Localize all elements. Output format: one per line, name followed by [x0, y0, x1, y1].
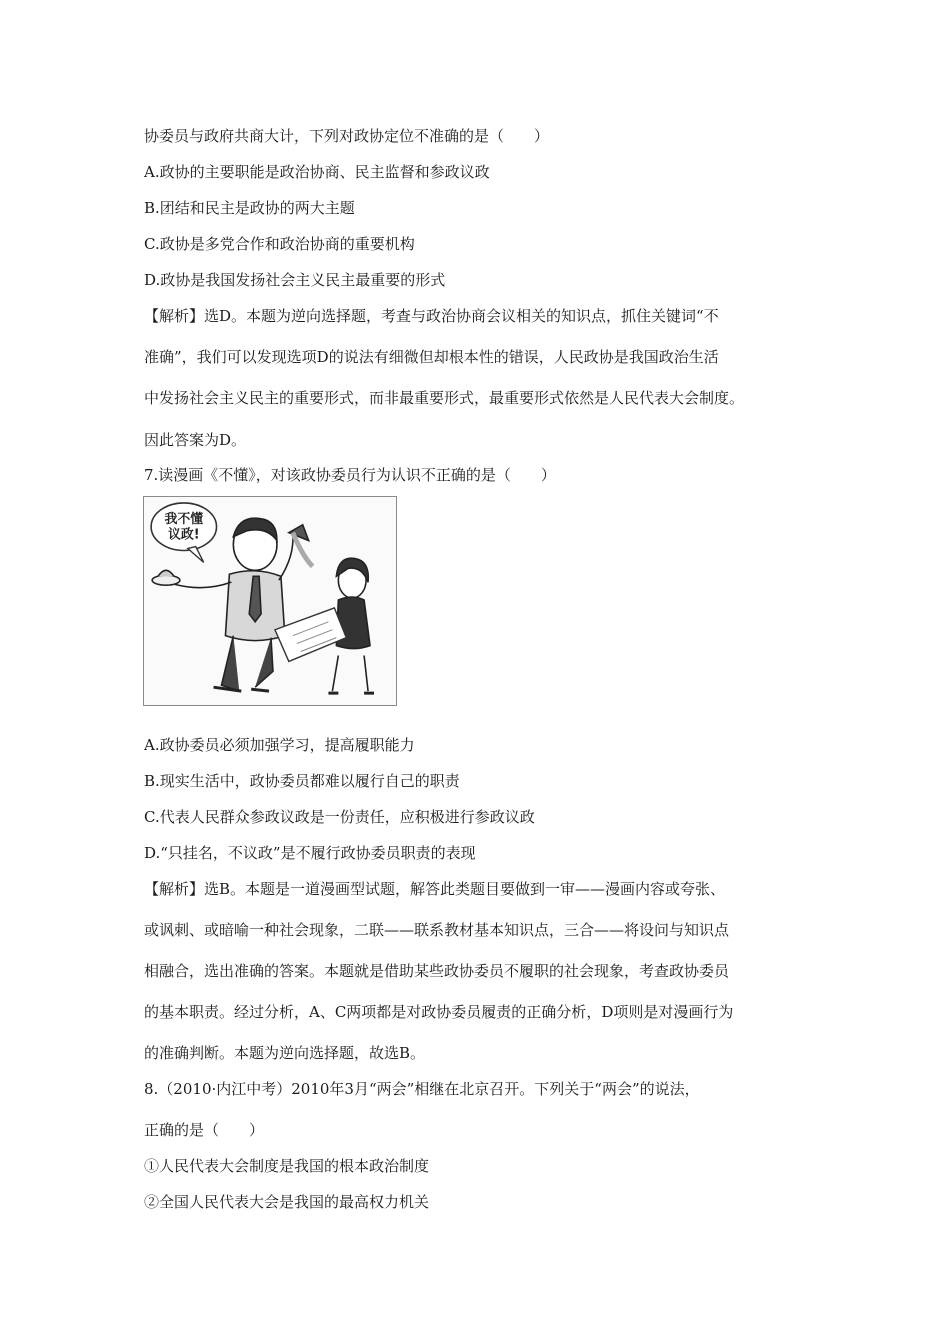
q6-option-b: B.团结和民主是政协的两大主题 — [144, 199, 355, 217]
q7-option-a: A.政协委员必须加强学习，提高履职能力 — [144, 736, 415, 754]
q7-option-c: C.代表人民群众参政议政是一份责任，应积极进行参政议政 — [144, 808, 535, 826]
q6-analysis-line-4: 因此答案为D。 — [144, 431, 247, 449]
q7-option-b: B.现实生活中，政协委员都难以履行自己的职责 — [144, 772, 460, 790]
q7-analysis-line-4: 的基本职责。经过分析，A、C两项都是对政协委员履责的正确分析，D项则是对漫画行为 — [144, 1003, 734, 1021]
bubble-text-2: 议政! — [168, 527, 200, 543]
q7-analysis-line-1: 【解析】选B。本题是一道漫画型试题，解答此类题目要做到一审——漫画内容或夸张、 — [144, 880, 726, 898]
q6-option-d: D.政协是我国发扬社会主义民主最重要的形式 — [144, 271, 446, 289]
q6-option-a: A.政协的主要职能是政治协商、民主监督和参政议政 — [144, 163, 490, 181]
q6-stem: 协委员与政府共商大计，下列对政协定位不准确的是（ ） — [144, 127, 550, 145]
q8-stem-line-2: 正确的是（ ） — [144, 1121, 265, 1139]
q8-item-2: ②全国人民代表大会是我国的最高权力机关 — [144, 1193, 430, 1211]
q6-option-c: C.政协是多党合作和政治协商的重要机构 — [144, 235, 415, 253]
speech-bubble — [151, 503, 216, 562]
q6-analysis-line-2: 准确”，我们可以发现选项D的说法有细微但却根本性的错误，人民政协是我国政治生活 — [144, 348, 719, 366]
document-scroll — [275, 608, 346, 661]
q7-option-d: D.“只挂名，不议政”是不履行政协委员职责的表现 — [144, 844, 476, 862]
q8-item-1: ①人民代表大会制度是我国的根本政治制度 — [144, 1157, 430, 1175]
q6-analysis-line-3: 中发扬社会主义民主的重要形式，而非最重要形式，最重要形式依然是人民代表大会制度。 — [144, 389, 745, 407]
q7-analysis-line-5: 的准确判断。本题为逆向选择题，故选B。 — [144, 1044, 426, 1062]
q8-stem-line-1: 8.（2010·内江中考）2010年3月“两会”相继在北京召开。下列关于“两会”的说法， — [144, 1080, 700, 1098]
q7-analysis-line-2: 或讽刺、或暗喻一种社会现象，二联——联系教材基本知识点，三合——将设问与知识点 — [144, 921, 730, 939]
bubble-text-1: 我不懂 — [164, 511, 204, 527]
q7-stem: 7.读漫画《不懂》，对该政协委员行为认识不正确的是（ ） — [144, 466, 556, 484]
q6-analysis-line-1: 【解析】选D。本题为逆向选择题，考查与政治协商会议相关的知识点，抓住关键词“不 — [144, 307, 719, 325]
cartoon-image — [143, 496, 397, 706]
q7-analysis-line-3: 相融合，选出准确的答案。本题就是借助某些政协委员不履职的社会现象，考查政协委员 — [144, 962, 730, 980]
